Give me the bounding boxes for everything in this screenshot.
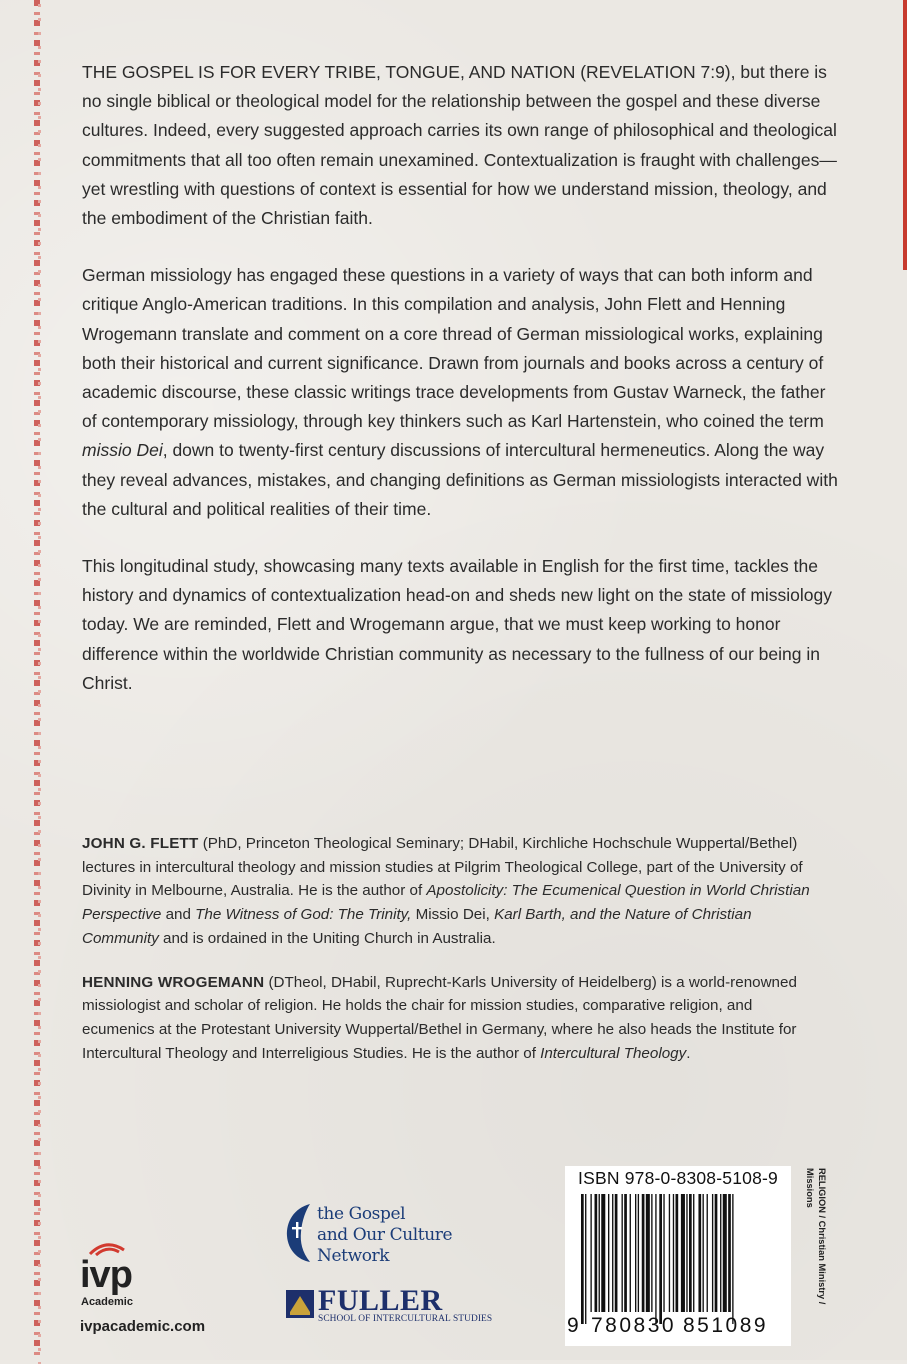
barcode-digits-left: 780830 [591,1314,677,1337]
category-label [804,1168,828,1318]
gocn-name [317,1204,452,1267]
barcode-bar [585,1194,586,1324]
bio-text: (DTheol, DHabil, Ruprecht-Karls University of Heidelberg) is a world-renowned missiologist and scholar of religion. He holds the chair for mission studies, comparative religion, and ecumenics at the Protestant University Wuppertal/Bethel in Germany, where he also heads the Institute for Intercultural Theology and Interreligious Studies. He is the author of [82,973,797,1062]
barcode-bar [630,1194,631,1312]
barcode-digits-right: 851089 [683,1314,769,1337]
bio-text: . [686,1044,691,1062]
barcode-bar [703,1194,704,1312]
publisher-url[interactable]: ivpacademic.com [80,1318,206,1335]
barcode-bar [655,1194,656,1324]
barcode-bar [642,1194,645,1312]
barcode-bar [622,1194,623,1312]
barcode-bar [712,1194,713,1312]
barcode-bar [698,1194,701,1312]
globe-cross-icon [284,1202,314,1264]
fuller-emblem-icon [286,1290,314,1318]
barcode-bar [663,1194,664,1312]
signal-waves-icon [86,1236,130,1256]
barcode-bar [676,1194,679,1312]
gocn-line: the Gospel [317,1204,406,1224]
barcode-bar [659,1194,662,1324]
red-edge-strip [903,0,907,270]
p2-text-a: German missiology has engaged these questions in a variety of ways that can both inform and critique Anglo-American traditions. In this compilation and analysis, John Flett and Henning Wrogemann translate and comment on a core thread of German missiological works, explaining both their historical and current significance. Drawn from journals and books across a century of academic discourse, these classic writings trace developments from Gustav Warneck, the father of contemporary missiology, through key thinkers such as Karl Hartenstein, who coined the term [82,265,826,432]
barcode-bar [689,1194,692,1312]
barcode-bar [590,1194,591,1312]
barcode-bar [595,1194,598,1312]
ivp-imprint: Academic [81,1296,133,1308]
barcode-bar [615,1194,618,1312]
description-paragraph-1: THE GOSPEL IS FOR EVERY TRIBE, TONGUE, AND NATION (REVELATION 7:9), but there is no single biblical or theological model for the relationship between the gospel and these diverse cultures. Indeed, every suggested approach carries its own range of philosophical and theological commitments that all too often remain unexamined. Contextualization is fraught with challenges—yet wrestling with questions of context is essential for how we understand mission, theology, and the embodiment of the Christian faith. [82,62,837,229]
book-title: Karl Barth, and the Nature of Christian Community [82,906,752,947]
barcode-bar [723,1194,727,1312]
author-name: JOHN G. FLETT [82,835,199,852]
barcode-bar [651,1194,652,1312]
barcode-bar [707,1194,708,1312]
book-title: The Witness of God: The Trinity, [195,906,412,924]
stitch-line-highlight [38,4,41,1364]
gocn-line: Network [317,1246,390,1266]
bio-text: and [161,906,196,924]
p2-italic-term: missio Dei [82,440,163,461]
barcode-bar [612,1194,613,1312]
fuller-subtitle: SCHOOL OF INTERCULTURAL STUDIES [318,1314,493,1324]
book-title: Apostolicity: The Ecumenical Question in World Christian Perspective [82,882,810,924]
bio-wrogemann [82,971,824,1066]
bio-text: Missio Dei, [411,906,495,924]
barcode-bar [728,1194,731,1312]
spine-stitching [8,0,42,1360]
description-paragraph-3: This longitudinal study, showcasing many texts available in English for the first time, tackles the history and dynamics of contextualization head-on and sheds new light on the state of missiology today. We are reminded, Flett and Wrogemann argue, that we must keep working to honor difference within the worldwide Christian community as necessary to the fullness of our being in Christ. [82,556,833,693]
barcode-bar [599,1194,600,1312]
book-description [82,58,842,726]
barcode-bar [646,1194,650,1312]
barcode-bar [732,1194,733,1324]
bio-text: (PhD, Princeton Theological Seminary; DHabil, Kirchliche Hochschule Wuppertal/Bethel) lectures in intercultural theology and mission studies at Pilgrim Theological College, part of the University of Divinity in Melbourne, Australia. He is the author of [82,835,803,900]
barcode-bar [669,1194,670,1312]
barcode-bar [693,1194,694,1312]
barcode-bar [686,1194,687,1312]
category-line: Missions [805,1168,815,1208]
bio-text: and is ordained in the Uniting Church in Australia. [158,929,496,947]
description-paragraph-2 [82,261,842,524]
barcode-bar [581,1194,584,1324]
bisac-category [802,1168,832,1318]
book-title: Intercultural Theology [540,1044,687,1062]
barcode-bar [624,1194,627,1312]
bio-flett [82,832,824,951]
barcode-bar [601,1194,605,1312]
gocn-logo [284,1196,474,1276]
barcode-bar [715,1194,718,1312]
barcode-bar [635,1194,636,1312]
barcode-bar [638,1194,639,1312]
category-line: RELIGION / Christian Ministry / [817,1168,827,1305]
p2-text-b: , down to twenty-first century discussions of intercultural hermeneutics. Along the way they reveal advances, mistakes, and changing definitions as German missiologists interacted with the cultural and political realities of their time. [82,440,838,519]
barcode-bars [581,1194,777,1324]
isbn-barcode [565,1166,791,1346]
isbn-number: ISBN 978-0-8308-5108-9 [578,1168,778,1188]
author-name: HENNING WROGEMANN [82,973,265,991]
fuller-logo [286,1286,496,1326]
barcode-bar [720,1194,721,1312]
ivp-wordmark: ivp [80,1254,132,1296]
barcode-bar [608,1194,609,1312]
gocn-line: and Our Culture [317,1225,453,1245]
barcode-digit-lead: 9 [567,1314,579,1337]
author-bios [82,832,824,1085]
barcode-bar [673,1194,674,1312]
fuller-wordmark: FULLER [318,1284,443,1317]
barcode-bar [681,1194,685,1312]
